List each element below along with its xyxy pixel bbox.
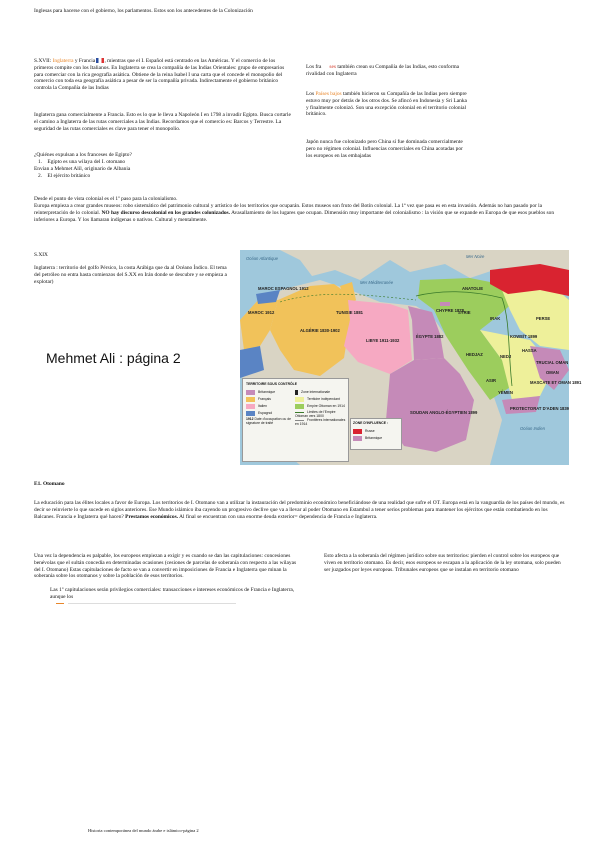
colonial-map bbox=[240, 250, 582, 465]
map-label-hassa: HASSA bbox=[522, 348, 537, 353]
cyprus-territory bbox=[440, 302, 450, 306]
international-swatch bbox=[295, 390, 298, 395]
map-label-trucial-oman: TRUCIAL OMAN bbox=[536, 360, 569, 365]
legend-item bbox=[295, 389, 347, 396]
right-paragraph-french bbox=[306, 64, 470, 78]
legend-item bbox=[246, 396, 292, 403]
right-text: Los bbox=[306, 91, 316, 97]
divider-line bbox=[68, 603, 236, 604]
list-item bbox=[38, 173, 292, 180]
right-text: Los fra bbox=[306, 64, 322, 70]
map-legend bbox=[242, 378, 349, 462]
xix-text: Inglaterra : territorio del golfo Pérsico, la costa Arábiga que da al Océano Índico. El tema del petróleo no entra hasta comienzos del S.XX en Irán donde se descubre y se empieza a explotar) bbox=[34, 265, 227, 285]
egypt-question: ¿Quiénes expulsan a los franceses de Egipto? bbox=[34, 152, 132, 158]
capitulaciones-right: Esto afecta a la soberanía del régimen jurídico sobre sus territorios: pierden el control sobre los europeos que viven en territorio otomano. Es decir, esos europeos se escapan a la aplicación de la ley otomana, solo pueden ser juzgados por leyes europeas. Tribunales europeos que se instalan en territorio otomano bbox=[324, 553, 561, 573]
limit-swatch bbox=[295, 412, 304, 413]
legend-label: Italien bbox=[258, 404, 268, 408]
e1-text: La educación para las élites locales a favor de Europa. Los territorios de I. Otomano van a utilizar la instauración del predominio económico beneficiándose de una realidad que sufre el OT. Europa está en la vanguardia de los países del mundo, es decir se reinvierte lo que sucede en siglos anteriores. Ese Mundo islámico iba cayendo un progresivo declive que va a llevar al poder Otomano en Estambul a tener serios problemas para mantener los ejércitos que están combatiendo en los Balcanes. Francia e Inglaterra qué hacen? bbox=[34, 500, 565, 520]
map-label-algerie: ALGÉRIE 1830-1902 bbox=[300, 328, 340, 333]
map-label-mer-noire: Mer Noire bbox=[466, 254, 485, 259]
legend-label: Russe bbox=[365, 429, 375, 433]
map-label-irak: IRAK bbox=[490, 316, 501, 321]
map-label-oman: OMAN bbox=[546, 370, 559, 375]
legend-label: Frontières internationales en 1914 bbox=[295, 418, 346, 426]
map-label-mediterranee: Mer Méditerranée bbox=[360, 280, 394, 285]
ottoman-swatch bbox=[295, 404, 304, 409]
map-label-aden: PROTECTORAT D'ADEN 1839 bbox=[510, 406, 570, 411]
legend-item bbox=[246, 403, 292, 410]
legend-label: Zone internationale bbox=[301, 390, 331, 394]
right-text: también crean su Compañía de las Indias, esto conforma rivalidad con Inglaterra bbox=[306, 64, 460, 77]
british-swatch bbox=[246, 390, 255, 395]
e1-bold: Prestamos económicos. bbox=[125, 513, 179, 520]
map-label-hedjaz: HEDJAZ bbox=[466, 352, 483, 357]
legend-item bbox=[295, 410, 347, 418]
british-zone-swatch bbox=[353, 436, 362, 441]
e1-text: Al final se encuentran con una enorme deuda exterior= dependencia de Francia e Inglaterra. bbox=[178, 513, 378, 520]
xvii-paragraph-2: Inglaterra gana comercialmente a Francia. Esto es lo que le lleva a Napoleón I en 1798 a invadir Egipto. Busca cortarle el camino a Inglaterra de las rutas comerciales a las Indias. Recordamos que el comercio es: Barcos y Terrestre. La seguridad de las rutas comerciales es clave para tener el monopolio. bbox=[34, 112, 291, 132]
map-label-maroc: MAROC 1912 bbox=[248, 310, 275, 315]
influence-legend bbox=[350, 418, 402, 450]
map-label-anatolie: ANATOLIE bbox=[462, 286, 484, 291]
legend-item bbox=[353, 428, 401, 435]
right-text: también hicieron su Compañía de las Indias pero siempre estuvo muy por detrás de los otros dos. Se afincó en Indonesia y Sri Lanka y finalmente colonizó. Son una excepción colonial en el territorio colonial británico. bbox=[306, 91, 467, 118]
map-label-maroc-espagnol: MAROC ESPAGNOL 1912 bbox=[258, 286, 309, 291]
legend-item bbox=[295, 396, 347, 403]
map-label-egypte: ÉGYPTE 1882 bbox=[416, 334, 444, 339]
influence-title: ZONE D'INFLUENCE : bbox=[353, 421, 389, 425]
legend-label: Empire Ottoman en 1914 bbox=[307, 404, 345, 408]
map-label-nedj: NEDJ bbox=[500, 354, 512, 359]
highlight-inglaterra: Inglaterra bbox=[52, 58, 74, 64]
map-label-libye: LIBYE 1911-1932 bbox=[366, 338, 400, 343]
legend-item bbox=[295, 418, 347, 426]
russian-swatch bbox=[353, 429, 362, 434]
colonial-line: Desde el punto de vista colonial es el 1º paso para la colonialismo. bbox=[34, 196, 178, 202]
right-paragraph-japan: Japón nunca fue colonizado pero China sí fue dominada comercialmente pero no régimen colonial. Influencias comerciales en China acotadas por los europeos en las embajadas bbox=[306, 139, 463, 159]
map-label-soudan: SOUDAN ANGLO-ÉGYPTIEN 1899 bbox=[410, 410, 478, 415]
mehmet-ali-note: Mehmet Ali : página 2 bbox=[46, 350, 181, 366]
map-label-perse: PERSE bbox=[536, 316, 551, 321]
italian-swatch bbox=[246, 404, 255, 409]
map-label-mascate: MASCATE ET OMAN 1891 bbox=[530, 380, 582, 385]
map-label-ocean-indien: Océan Indien bbox=[520, 426, 545, 431]
highlight-franceses: ses bbox=[329, 64, 337, 70]
map-label-koweit: KOWEÏT 1899 bbox=[510, 334, 538, 339]
colonial-paragraph bbox=[34, 203, 568, 223]
e1-title: E1. Otomano bbox=[34, 481, 65, 487]
highlight-paises-bajos: Países bajos bbox=[315, 91, 342, 97]
legend-item bbox=[246, 389, 292, 396]
spanish-swatch bbox=[246, 411, 255, 416]
map-label-ocean-atlantic: Océan Atlantique bbox=[246, 256, 278, 261]
list-note: Envían a Mehmet Alíl, originario de Albania bbox=[34, 166, 131, 172]
map-label-tunisie: TUNISIE 1881 bbox=[336, 310, 363, 315]
legend-label: Territoire indépendant bbox=[307, 397, 340, 401]
top-fragment: Inglesas para hacerse con el gobierno, los parlamentos. Estos son los antecedentes de la Colonización bbox=[34, 8, 253, 14]
page-footer: Historia contemporánea del mundo árabe e islámico-página 2 bbox=[88, 828, 199, 833]
legend-label: Français bbox=[258, 397, 272, 401]
legend-label: Date d'occupation ou de signature de traité bbox=[246, 417, 291, 425]
list-text: Egipto es una wilaya del I. otomano bbox=[47, 159, 126, 165]
xvii-label: S.XVII: bbox=[34, 58, 53, 64]
list-item bbox=[38, 159, 292, 166]
capitulaciones-left: Una vez la dependencia es palpable, los europeos empiezan a exigir y es cuando se dan las capitulaciones: concesiones benévolas que el sultán concedía en determinadas ocasiones (cesiones de parcelas de soberanía con respecto a las wilayas del I. Otomano) Estas capitulaciones de facto se van a convertir en imposiciones de Francia e Inglaterra que minan la soberanía sobre los otomanos y sobre la población de esos territorios. bbox=[34, 553, 297, 580]
french-swatch bbox=[246, 397, 255, 402]
legend-item bbox=[353, 435, 401, 442]
orange-mark bbox=[56, 603, 64, 604]
legend-title: TERRITOIRE SOUS CONTRÔLE bbox=[246, 382, 297, 386]
list-text: El ejército británico bbox=[47, 173, 91, 179]
list-number: 1. bbox=[38, 159, 43, 165]
legend-label: Limites de l'Empire Ottoman vers 1800 bbox=[295, 410, 336, 418]
frontier-swatch bbox=[295, 420, 304, 421]
colonial-bold: NO hay discurso descolonial en los grandes colonizados. bbox=[101, 209, 231, 216]
legend-label: Britannique bbox=[258, 390, 276, 394]
map-label-yemen: YÉMEN bbox=[498, 390, 513, 395]
colonial-text: Avasallamiento de los lugares que ocupan. Dimensión muy importante del colonialismo : la visión que se expande en Europa de que esos pueblos son inferiores a Europa. Y los llamaran indígenas o nativos. Cultural y mentalmente. bbox=[34, 209, 555, 223]
legend-label: Britannique bbox=[365, 436, 383, 440]
map-label-syrie: SYRIE bbox=[458, 310, 471, 315]
legend-item bbox=[295, 403, 347, 410]
list-number: 2. bbox=[38, 173, 43, 179]
right-paragraph-dutch bbox=[306, 91, 470, 118]
xix-title: S.XIX bbox=[34, 252, 48, 258]
legend-label: Espagnol bbox=[258, 411, 273, 415]
legend-item bbox=[246, 417, 292, 425]
capitulaciones-list-item: Las 1º capitulaciones serán privilegios comerciales: transacciones e intereses económicos de Francia e Inglaterra, aunque los bbox=[50, 587, 295, 600]
map-label-chypre: CHYPRE 1878 bbox=[436, 308, 464, 313]
xvii-paragraph-1 bbox=[34, 58, 292, 92]
e1-paragraph bbox=[34, 500, 568, 520]
xvii-and: y Francia bbox=[73, 58, 97, 64]
legend-item bbox=[246, 410, 292, 417]
independent-swatch bbox=[295, 397, 304, 402]
colonial-text: Europa empieza a crear grandes museos: robo sistemático del patrimonio cultural y artístico de los territorios que ocuparán. Estos museos son fruto del Botín colonial. La 1ª vez que pasa es en esta invasión. Además no han pasado por la reinterpretación de lo colonial. bbox=[34, 203, 543, 216]
xvii-text: , mientras que el I. Español está centrado en las Américas. Y el comercio de los primeros compite con los Italianos. En Inglaterra se crea la compañía de las Indias Orientales: grupo de empresarios para comerciar con la rica geografía asiática. Obtiene de la reina Isabel I una carta que el concede el monopolio del comercio con toda esa geografía asiática a pesar de ser la compañía privada. Indirectamente el gobierno británico controla la Compañía de las Indias bbox=[34, 58, 285, 92]
legend-year: 1912 bbox=[246, 417, 254, 421]
map-label-asir: ASIR bbox=[486, 378, 497, 383]
